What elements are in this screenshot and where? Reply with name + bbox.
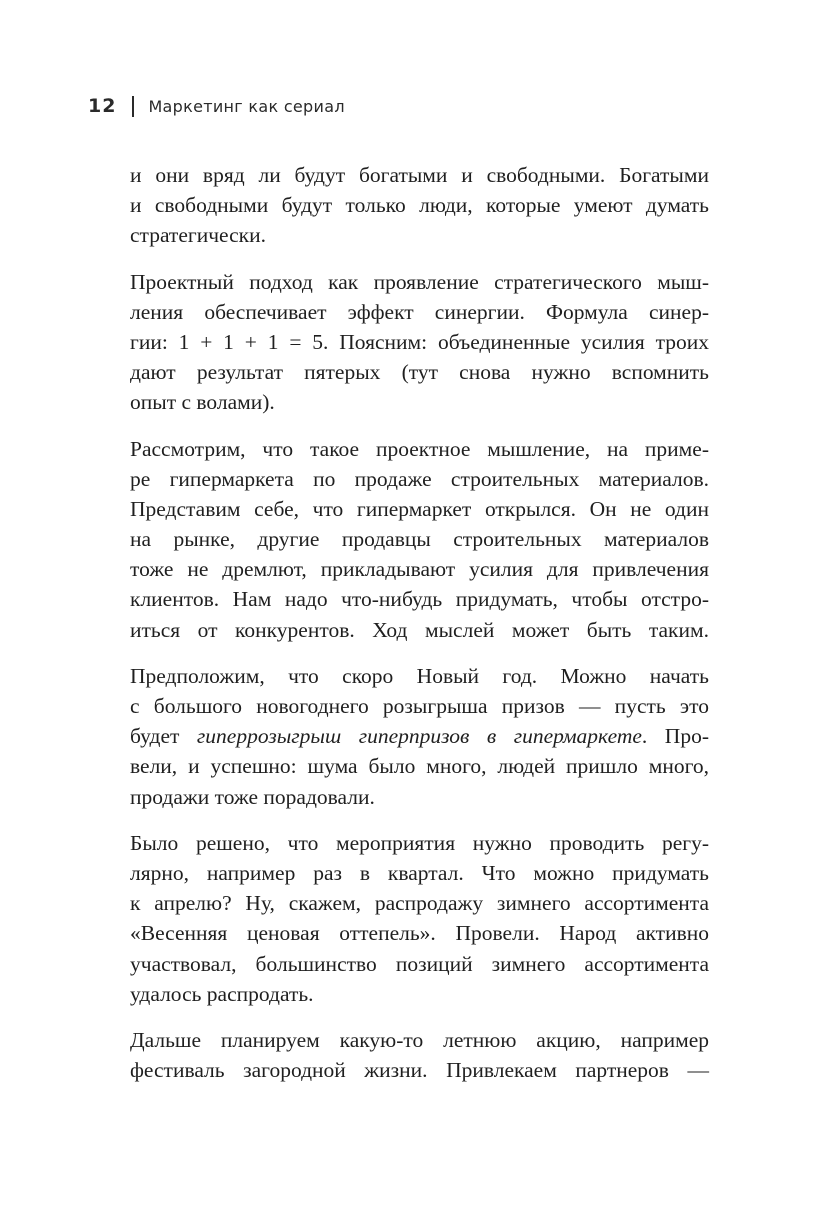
text-fragment: будет — [130, 724, 197, 749]
text-line: Дальше планируем какую-то летнюю акцию, например — [130, 1027, 709, 1052]
text-line: ре гипермаркета по продаже строительных материалов. — [130, 466, 709, 491]
text-line: фестиваль загородной жизни. Привлекаем партнеров — — [130, 1058, 709, 1083]
text-line: Предположим, что скоро Новый год. Можно начать — [130, 663, 709, 688]
text-line: и они вряд ли будут богатыми и свободными. Богатыми — [130, 163, 709, 187]
paragraph-4 — [130, 661, 709, 812]
text-line: гии: 1 + 1 + 1 = 5. Поясним: объединенные усилия троих — [130, 329, 709, 354]
body-text — [130, 160, 709, 1085]
text-line: опыт с волами). — [130, 390, 275, 415]
text-line: иться от конкурентов. Ход мыслей может быть таким. — [130, 617, 709, 642]
paragraph-1 — [130, 160, 709, 251]
header-divider — [132, 96, 134, 117]
text-fragment: . Про- — [641, 724, 709, 749]
italic-phrase: гиперрозыгрыш гиперпризов в гипермаркете — [196, 724, 642, 749]
text-line: с большого новогоднего розыгрыша призов — пусть это — [130, 694, 709, 718]
paragraph-5 — [130, 828, 709, 1009]
text-line: удалось распродать. — [130, 981, 314, 1006]
text-line: участвовал, большинство позиций зимнего ассортимента — [130, 951, 709, 976]
paragraph-6 — [130, 1025, 709, 1085]
text-line: ления обеспечивает эффект синергии. Формула синер- — [130, 299, 709, 324]
text-line: продажи тоже порадовали. — [130, 784, 375, 809]
text-line: лярно, например раз в квартал. Что можно придумать — [130, 860, 709, 885]
text-line: стратегически. — [130, 223, 266, 248]
text-line: клиентов. Нам надо что-нибудь придумать, чтобы отстро- — [130, 587, 709, 612]
text-line: Рассмотрим, что такое проектное мышление, на приме- — [130, 436, 709, 461]
text-line: вели, и успешно: шума было много, людей пришло много, — [130, 754, 709, 779]
text-line: тоже не дремлют, прикладывают усилия для привлечения — [130, 557, 709, 582]
text-line: Представим себе, что гипермаркет открылся. Он не один — [130, 496, 709, 521]
running-head — [88, 95, 345, 117]
text-line-mixed — [130, 721, 709, 751]
text-line: «Весенняя ценовая оттепель». Провели. Народ активно — [130, 921, 709, 946]
paragraph-3 — [130, 434, 709, 645]
book-title: Маркетинг как сериал — [148, 96, 345, 116]
paragraph-2 — [130, 267, 709, 418]
text-line: и свободными будут только люди, которые умеют думать — [130, 193, 709, 218]
text-line: Было решено, что мероприятия нужно проводить регу- — [130, 830, 709, 855]
page-number: 12 — [88, 95, 117, 117]
text-line: дают результат пятерых (тут снова нужно вспомнить — [130, 360, 709, 385]
text-line: к апрелю? Ну, скажем, распродажу зимнего ассортимента — [130, 891, 709, 916]
text-line: Проектный подход как проявление стратегического мыш- — [130, 269, 709, 294]
text-line: на рынке, другие продавцы строительных материалов — [130, 527, 709, 552]
